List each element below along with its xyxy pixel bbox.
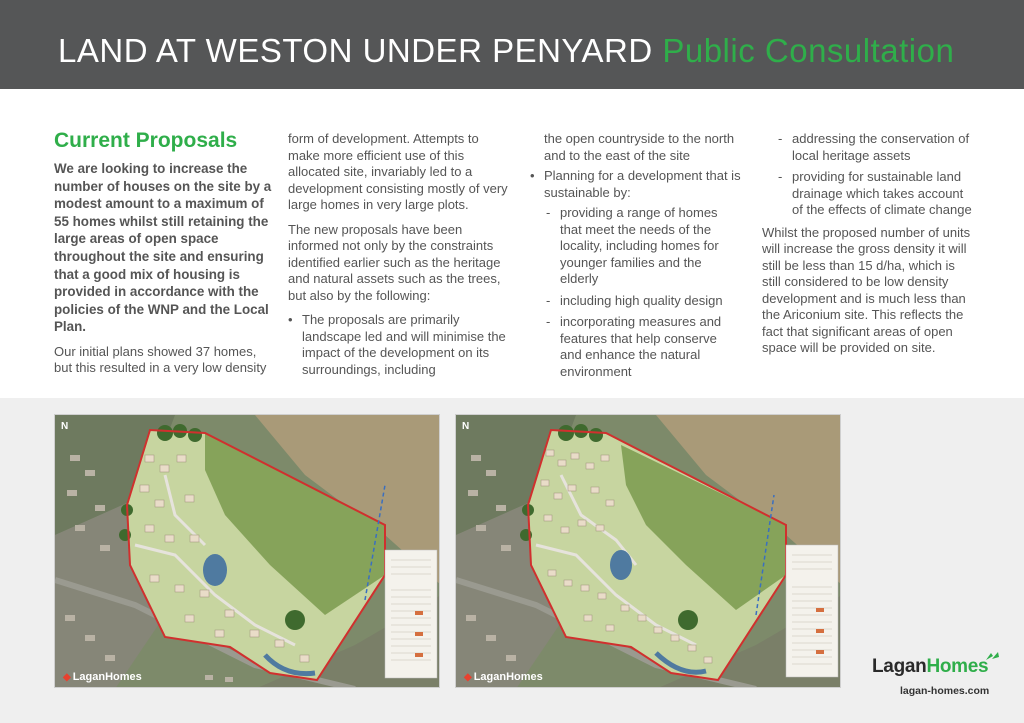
- title-accent: Public Consultation: [662, 32, 955, 69]
- column-4: [762, 131, 976, 365]
- logo-homes: Homes: [926, 656, 989, 677]
- bullet-list-2: [530, 168, 742, 380]
- website-url[interactable]: lagan-homes.com: [900, 685, 990, 697]
- bullet-landscape: • The proposals are primarily landscape led and will minimise the impact of the development on its surroundings, including: [288, 312, 512, 378]
- dash-list-continued: [762, 131, 976, 219]
- north-arrow-icon: N: [61, 421, 69, 432]
- bullet-continuation: the open countryside to the north and to the east of the site: [544, 131, 735, 163]
- bullet-sustainable-text: Planning for a development that is sustainable by:: [544, 168, 741, 200]
- title-banner: [0, 0, 1024, 89]
- plan-watermark-text: LaganHomes: [72, 671, 142, 683]
- bullet-list: [288, 312, 512, 378]
- density-paragraph: Whilst the proposed number of units will increase the gross density it will still be less than 15 d/ha, which is still considered to be low density development and is much less than the Ariconium site. This reflects the fact that significant areas of open space will be provided on site.: [762, 224, 971, 355]
- dash-item-design: - including high quality design: [544, 293, 742, 310]
- dash-list: [544, 205, 742, 380]
- dash-item-environment: - incorporating measures and features that help conserve and enhance the natural environment: [544, 314, 742, 380]
- dash-item-homes: - providing a range of homes that meet the needs of the locality, including homes for younger families and the elderly: [544, 205, 742, 288]
- site-plan-image-2: [456, 415, 841, 688]
- column-2: [288, 131, 512, 382]
- intro-paragraph: Our initial plans showed 37 homes, but this resulted in a very low density: [54, 343, 267, 376]
- plan-watermark-text-2: LaganHomes: [473, 671, 543, 683]
- dash-item-drainage: - providing for sustainable land drainage which takes account of the effects of climate change: [776, 169, 976, 219]
- north-arrow-icon-2: N: [462, 421, 470, 432]
- paragraph-development: form of development. Attempts to make more efficient use of this allocated site, invariably led to a development consisting mostly of very large homes in very large plots.: [288, 131, 508, 212]
- paragraph-proposals: The new proposals have been informed not only by the constraints identified earlier such as the heritage and natural assets such as the trees, but also by the following:: [288, 221, 501, 303]
- title-main: LAND AT WESTON UNDER PENYARD: [58, 32, 653, 69]
- plan-watermark: [63, 671, 142, 683]
- lead-paragraph: We are looking to increase the number of houses on the site by a modest amount to a maximum of 55 homes whilst still retaining the large areas of open space throughout the site and ensuring that a good mix of housing is provided in accordance with the policies of the WNP and the Local Plan.: [54, 161, 272, 335]
- column-3: [530, 131, 742, 385]
- bullet-sustainable: [530, 168, 742, 380]
- lagan-homes-logo: [872, 656, 996, 678]
- site-plan-original: [54, 414, 440, 688]
- site-plan-proposed: [455, 414, 841, 688]
- lagan-mark-icon: ◆: [63, 671, 71, 683]
- logo-lagan: Lagan: [872, 656, 927, 677]
- lagan-mark-icon-2: ◆: [464, 671, 472, 683]
- site-plan-image: [55, 415, 440, 688]
- plan-watermark-2: [464, 671, 543, 683]
- column-1: [54, 128, 276, 385]
- page-title: [58, 31, 954, 71]
- logo-leaf-icon: [984, 650, 1000, 662]
- section-heading: Current Proposals: [54, 129, 238, 152]
- dash-item-heritage: - addressing the conservation of local heritage assets: [776, 131, 976, 164]
